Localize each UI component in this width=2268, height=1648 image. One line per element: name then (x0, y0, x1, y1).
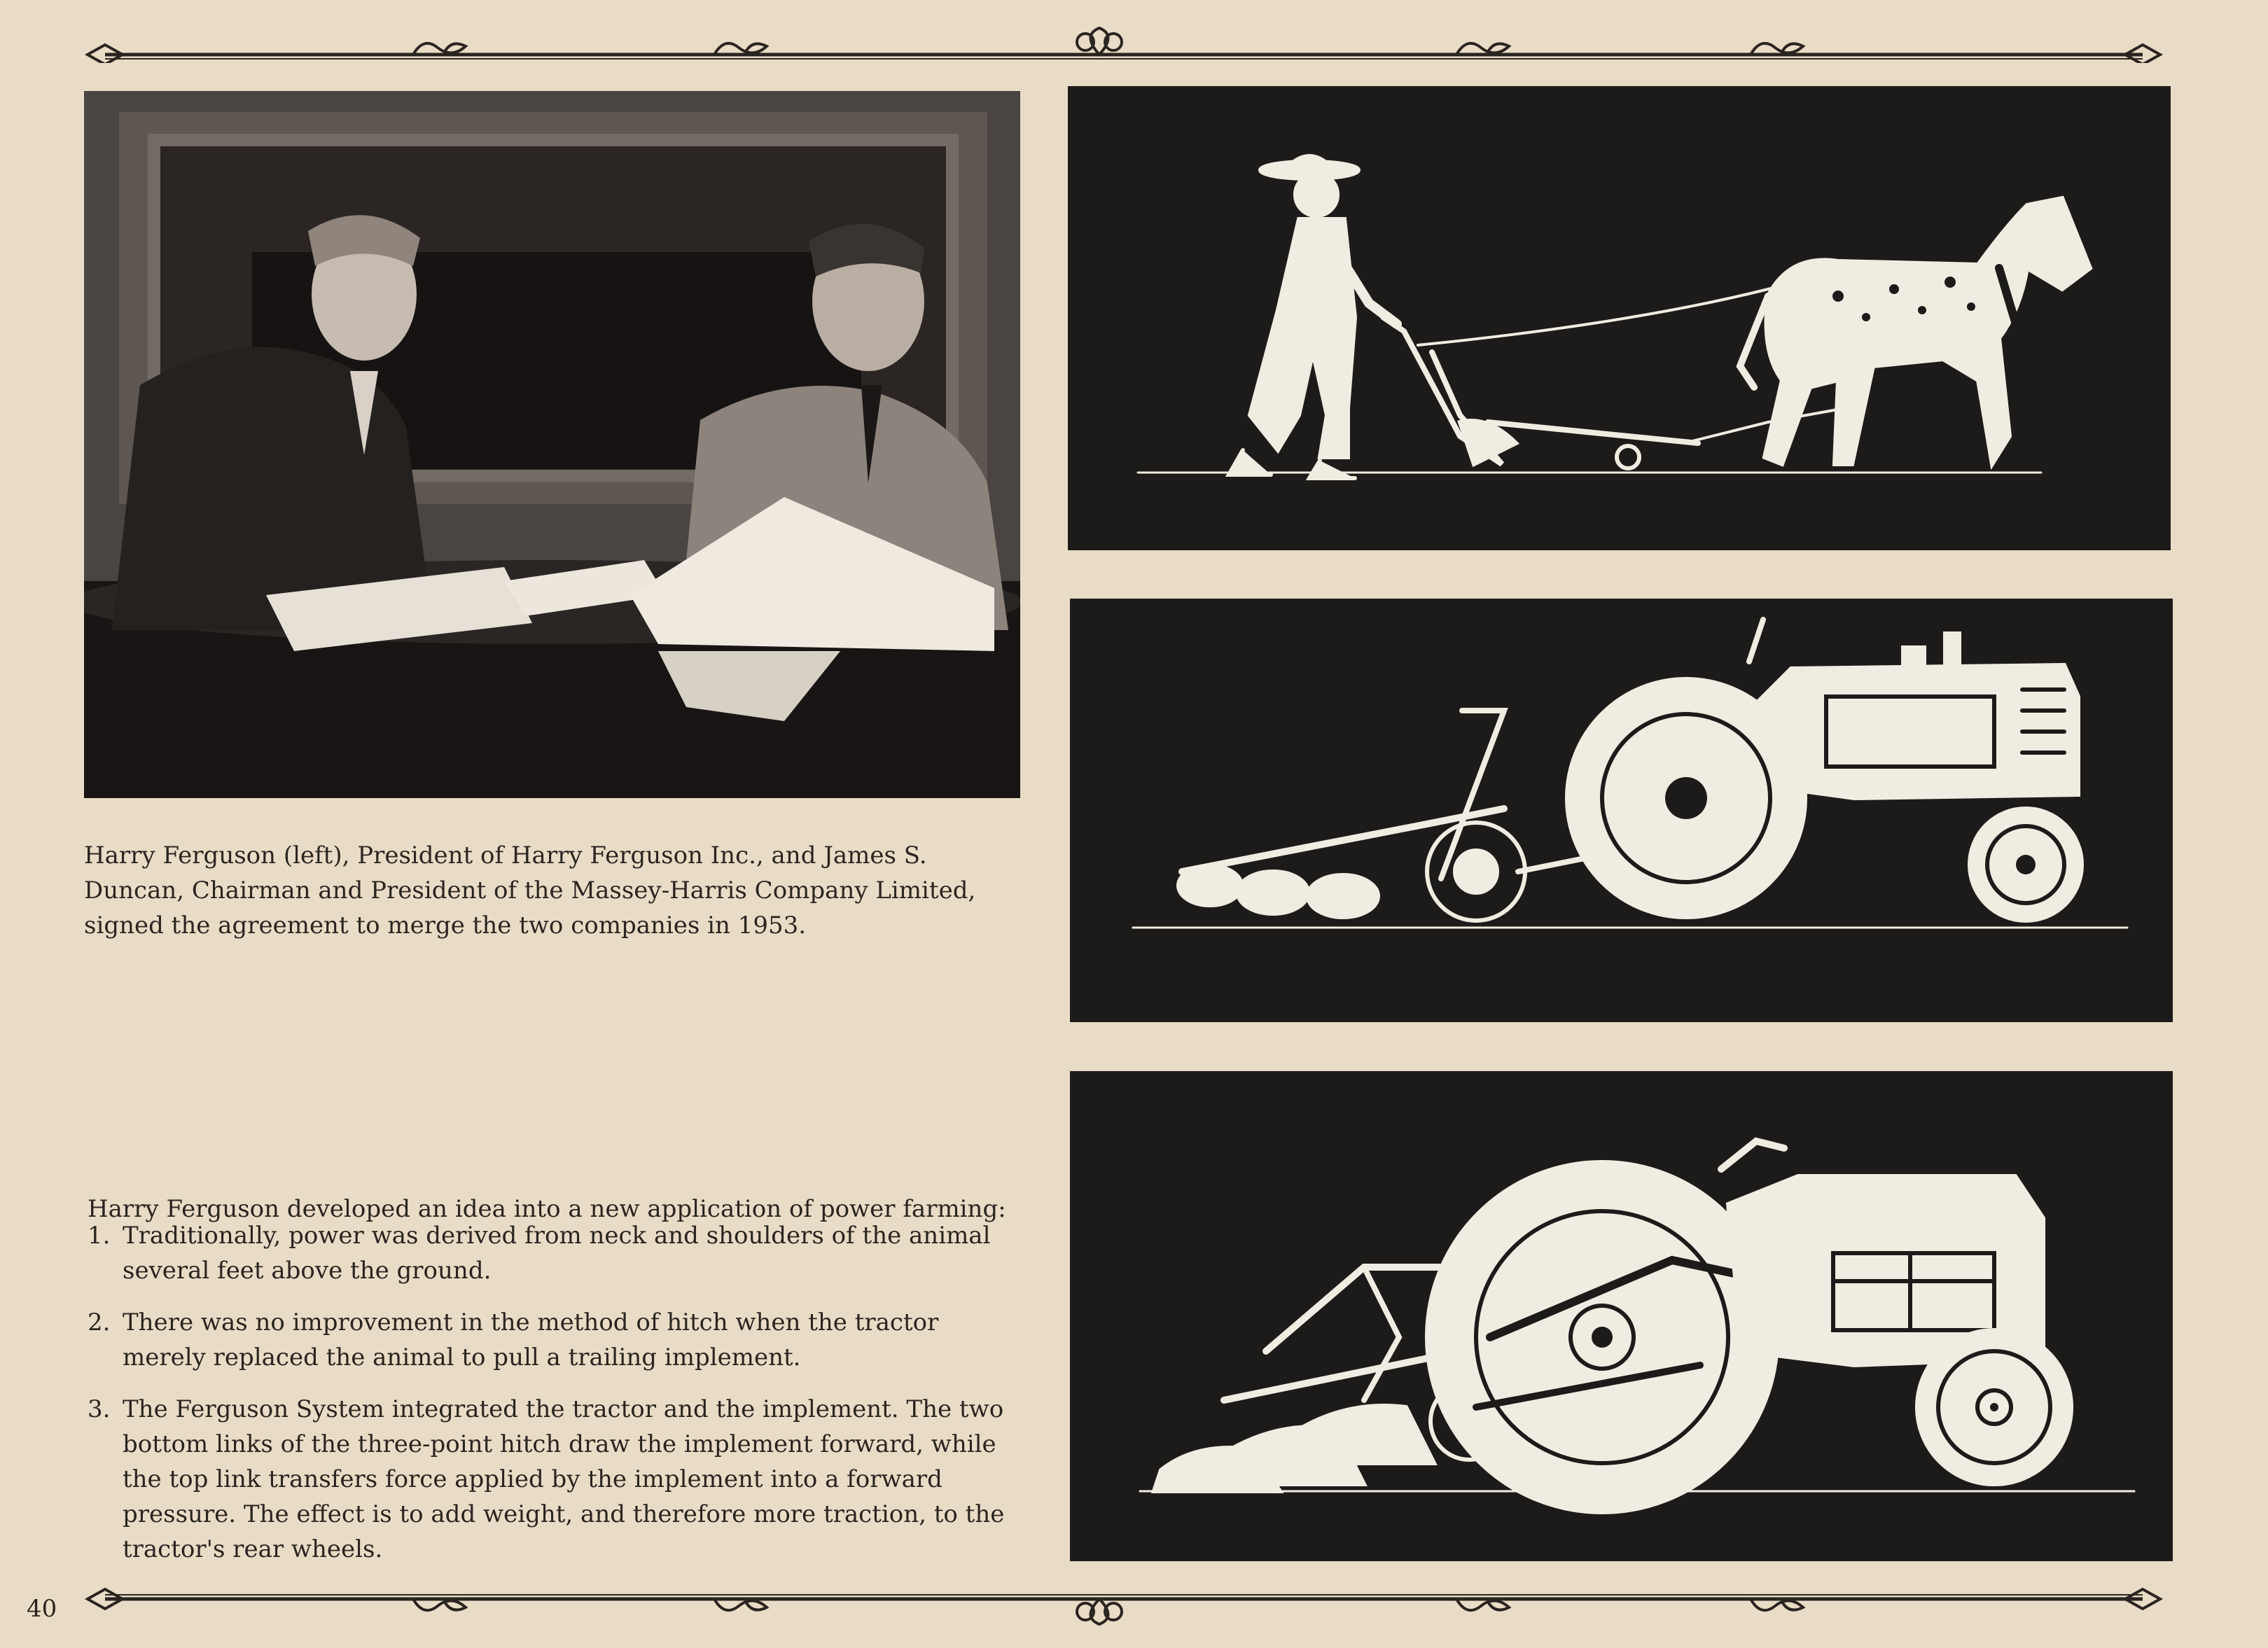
intro-paragraph: Harry Ferguson developed an idea into a new application of power farming: (88, 1195, 1006, 1223)
horse-drawn-plow-illustration (1068, 86, 2171, 550)
list-text: Traditionally, power was derived from neck and shoulders of the animal several feet above the ground. (123, 1222, 991, 1285)
list-number: 3. (88, 1395, 111, 1423)
list-number: 2. (88, 1308, 111, 1336)
list-text: There was no improvement in the method of hitch when the tractor merely replaced the animal to pull a trailing implement. (123, 1308, 939, 1371)
top-ornamental-rule (84, 21, 2164, 63)
list-text: The Ferguson System integrated the tractor and the implement. The two bottom links of the three-point hitch draw the implement forward, while the top link transfers force applied by the implement into a forward pressure. The effect is to add weight, and therefore more traction, to the tractor's rear wheels. (123, 1395, 1005, 1563)
tractor-trailing-plow-illustration (1070, 599, 2173, 1022)
signing-photograph (84, 91, 1020, 798)
list-number: 1. (88, 1222, 111, 1250)
photo-caption: Harry Ferguson (left), President of Harry Ferguson Inc., and James S. Duncan, Chairman and President of the Massey-Harris Company Limited, signed the agreement to merge the two companies in 1953. (84, 842, 976, 940)
list-item (88, 1392, 1026, 1567)
list-item (88, 1305, 1026, 1375)
list-item (88, 1218, 1026, 1288)
ferguson-tractor-three-point-hitch-illustration (1070, 1071, 2173, 1561)
numbered-list (88, 1218, 1026, 1584)
bottom-ornamental-rule (84, 1584, 2164, 1626)
page-number: 40 (27, 1595, 57, 1623)
